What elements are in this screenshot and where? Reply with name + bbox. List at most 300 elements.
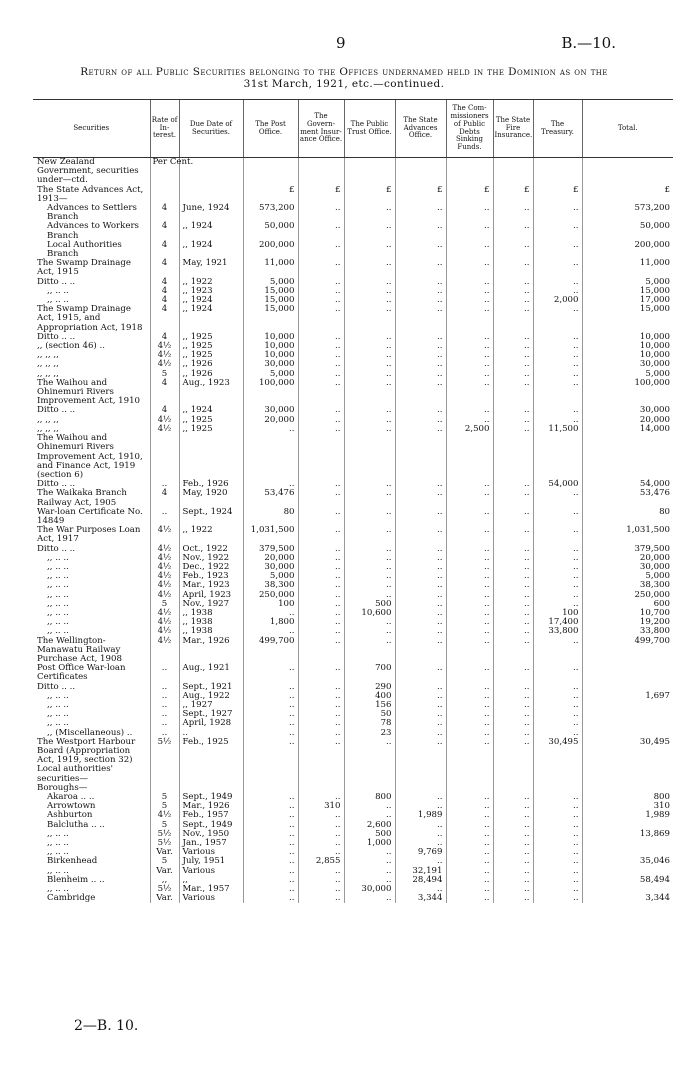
table-cell: 30,000 <box>582 563 673 572</box>
table-cell: 4½ <box>150 591 179 600</box>
table-cell: .. <box>298 204 344 222</box>
table-cell: .. <box>493 821 533 830</box>
table-cell: .. <box>150 692 179 701</box>
table-cell: ,, .. .. <box>47 580 69 591</box>
table-cell: 4 <box>150 305 179 333</box>
table-cell: 573,200 <box>582 204 673 222</box>
table-cell: .. <box>298 867 344 876</box>
table-cell: ,, .. .. <box>47 884 69 895</box>
table-cell: .. <box>298 876 344 885</box>
table-cell: .. <box>298 710 344 719</box>
table-cell: 38,300 <box>582 581 673 590</box>
table-cell: .. <box>493 489 533 507</box>
table-cell: .. <box>395 793 446 802</box>
table-cell: .. <box>533 664 582 682</box>
table-cell: Birkenhead <box>47 856 98 867</box>
table-cell: 30,000 <box>582 360 673 369</box>
table-cell: .. <box>533 489 582 507</box>
table-cell: Ditto .. .. <box>37 276 76 287</box>
table-cell: .. <box>344 591 395 600</box>
table-cell: ,, 1922 <box>179 278 243 287</box>
table-cell: .. <box>446 241 493 259</box>
table-cell <box>298 434 344 480</box>
table-cell: .. <box>344 480 395 489</box>
table-row <box>33 259 673 277</box>
table-cell: ,, 1938 <box>179 627 243 636</box>
column-header: The Public Trust Office. <box>344 100 395 158</box>
table-cell: 4 <box>150 379 179 407</box>
table-cell: ,, 1924 <box>179 241 243 259</box>
table-cell: .. <box>493 885 533 894</box>
table-cell: .. <box>243 802 298 811</box>
table-cell: .. <box>446 738 493 766</box>
table-cell: Aug., 1923 <box>179 379 243 407</box>
table-cell: The Swamp Drainage Act, 1915, and Appropriation Act, 1918 <box>37 304 143 333</box>
table-cell: .. <box>446 489 493 507</box>
table-cell: 15,000 <box>582 287 673 296</box>
table-cell: ,, 1938 <box>179 618 243 627</box>
table-row <box>33 305 673 333</box>
table-cell: .. <box>493 351 533 360</box>
table-cell: 5½ <box>150 839 179 848</box>
table-cell: .. <box>150 664 179 682</box>
table-cell: 9,769 <box>395 848 446 857</box>
table-cell: ,, ,, ,, <box>37 414 59 425</box>
table-cell: 15,000 <box>582 305 673 333</box>
table-cell: .. <box>493 222 533 240</box>
table-cell: .. <box>298 360 344 369</box>
table-cell: .. <box>344 416 395 425</box>
table-cell: .. <box>395 241 446 259</box>
table-cell: .. <box>533 811 582 820</box>
table-cell: 20,000 <box>243 416 298 425</box>
table-cell: 32,191 <box>395 867 446 876</box>
table-cell: .. <box>446 609 493 618</box>
table-cell <box>582 158 673 186</box>
table-cell: .. <box>446 545 493 554</box>
table-cell: .. <box>344 802 395 811</box>
table-cell: .. <box>446 683 493 692</box>
table-cell: Arrowtown <box>47 801 96 812</box>
table-cell: 2,855 <box>298 857 344 866</box>
table-cell <box>446 158 493 186</box>
table-cell: Advances to Workers Branch <box>47 221 139 241</box>
table-cell: .. <box>298 729 344 738</box>
table-cell: .. <box>446 811 493 820</box>
table-cell: 10,000 <box>243 342 298 351</box>
table-cell: The State Advances Act, 1913— <box>37 184 144 204</box>
table-cell: .. <box>493 581 533 590</box>
table-cell: .. <box>395 333 446 342</box>
table-title <box>28 66 660 90</box>
table-cell: .. <box>395 351 446 360</box>
table-cell: .. <box>446 379 493 407</box>
table-cell: 5 <box>150 821 179 830</box>
table-cell <box>446 434 493 480</box>
table-cell: .. <box>298 563 344 572</box>
table-cell: ,, 1925 <box>179 425 243 434</box>
table-cell: .. <box>344 738 395 766</box>
table-cell: .. <box>493 692 533 701</box>
table-cell: Ditto .. .. <box>37 543 76 554</box>
table-cell: 80 <box>243 508 298 526</box>
table-cell: 53,476 <box>582 489 673 507</box>
table-cell: .. <box>344 627 395 636</box>
table-cell: .. <box>533 637 582 665</box>
table-cell: .. <box>344 554 395 563</box>
table-cell: .. <box>446 370 493 379</box>
table-cell: .. <box>446 729 493 738</box>
table-cell: .. <box>395 545 446 554</box>
table-cell: ,, ,, ,, <box>37 359 59 370</box>
table-cell: 10,000 <box>243 351 298 360</box>
table-cell: .. <box>298 416 344 425</box>
table-cell: ,, 1924 <box>179 305 243 333</box>
table-cell: 5 <box>150 600 179 609</box>
table-cell: .. <box>298 526 344 544</box>
table-cell: .. <box>446 278 493 287</box>
table-cell: .. <box>150 480 179 489</box>
table-cell: 1,697 <box>582 692 673 701</box>
table-cell: 4 <box>150 406 179 415</box>
table-cell: .. <box>493 545 533 554</box>
table-cell <box>243 765 298 783</box>
table-cell: Var. <box>150 867 179 876</box>
table-cell: 200,000 <box>582 241 673 259</box>
table-cell: .. <box>298 351 344 360</box>
table-cell: 14,000 <box>582 425 673 434</box>
table-cell: .. <box>243 692 298 701</box>
table-cell: .. <box>493 710 533 719</box>
table-cell: 400 <box>344 692 395 701</box>
table-cell: .. <box>395 278 446 287</box>
table-cell: 379,500 <box>582 545 673 554</box>
table-cell: .. <box>446 618 493 627</box>
table-cell: 20,000 <box>582 416 673 425</box>
table-cell: .. <box>533 885 582 894</box>
table-cell: .. <box>533 287 582 296</box>
table-cell: .. <box>493 278 533 287</box>
table-cell: £ <box>582 186 673 204</box>
table-cell: .. <box>243 701 298 710</box>
table-cell: .. <box>493 600 533 609</box>
table-cell: The Waihou and Ohinemuri Rivers Improvement Act, 1910, and Finance Act, 1919 (section 6) <box>37 433 143 480</box>
table-cell: 100 <box>243 600 298 609</box>
table-cell: .. <box>493 370 533 379</box>
table-cell: ,, 1926 <box>179 370 243 379</box>
table-cell: 100,000 <box>243 379 298 407</box>
table-cell: .. <box>533 857 582 866</box>
table-cell: New Zealand Government, securities under—ctd. <box>37 157 139 186</box>
table-cell: 800 <box>582 793 673 802</box>
table-cell <box>344 434 395 480</box>
table-cell: .. <box>533 848 582 857</box>
table-cell: 10,000 <box>243 333 298 342</box>
table-cell: ,, .. .. <box>47 709 69 720</box>
table-cell: Ditto .. .. <box>37 479 76 490</box>
table-cell: ,, 1925 <box>179 351 243 360</box>
table-cell <box>582 765 673 783</box>
table-cell: .. <box>446 627 493 636</box>
table-cell: .. <box>533 600 582 609</box>
table-cell: .. <box>446 416 493 425</box>
table-cell: ,, (section 46) .. <box>37 341 105 352</box>
table-cell: 17,000 <box>582 296 673 305</box>
table-cell: .. <box>395 416 446 425</box>
table-cell: .. <box>446 637 493 665</box>
table-cell: .. <box>395 489 446 507</box>
table-cell: .. <box>533 572 582 581</box>
table-cell <box>582 710 673 719</box>
table-cell: .. <box>298 738 344 766</box>
table-cell <box>179 765 243 783</box>
table-cell: .. <box>446 342 493 351</box>
table-cell: Aug., 1922 <box>179 692 243 701</box>
table-cell: 700 <box>344 664 395 682</box>
table-cell: .. <box>243 857 298 866</box>
table-cell: 290 <box>344 683 395 692</box>
table-cell: Local authorities' securities— <box>37 764 114 784</box>
table-cell: .. <box>298 793 344 802</box>
table-cell: .. <box>493 342 533 351</box>
table-cell: .. <box>446 867 493 876</box>
table-cell: .. <box>344 545 395 554</box>
table-cell: 1,031,500 <box>582 526 673 544</box>
table-cell: .. <box>395 508 446 526</box>
table-cell: ,, .. .. <box>47 617 69 628</box>
table-cell: .. <box>344 425 395 434</box>
table-cell: ,, ,, ,, <box>37 368 59 379</box>
table-cell: ,, .. .. <box>47 626 69 637</box>
table-cell: ,, 1924 <box>179 222 243 240</box>
table-cell: 78 <box>344 719 395 728</box>
table-cell: .. <box>395 618 446 627</box>
column-header: The State Fire Insurance. <box>493 100 533 158</box>
table-cell: .. <box>344 526 395 544</box>
table-cell: .. <box>533 701 582 710</box>
table-cell: 19,200 <box>582 618 673 627</box>
table-cell: .. <box>298 719 344 728</box>
table-cell: .. <box>493 526 533 544</box>
table-cell: .. <box>298 894 344 903</box>
table-cell: .. <box>533 563 582 572</box>
table-cell: .. <box>298 241 344 259</box>
footer-signature: 2—B. 10. <box>74 1018 139 1034</box>
table-cell: 4½ <box>150 811 179 820</box>
table-cell: .. <box>395 526 446 544</box>
table-cell <box>395 158 446 186</box>
table-cell: 4 <box>150 287 179 296</box>
table-cell: .. <box>533 305 582 333</box>
table-cell: .. <box>395 729 446 738</box>
column-header: The State Advances Office. <box>395 100 446 158</box>
table-cell: .. <box>395 259 446 277</box>
table-cell: .. <box>493 701 533 710</box>
table-cell: .. <box>533 821 582 830</box>
table-cell: .. <box>395 627 446 636</box>
table-cell: Ditto .. .. <box>37 405 76 416</box>
table-cell: ,, .. .. <box>47 690 69 701</box>
table-cell: .. <box>446 204 493 222</box>
table-cell: .. <box>344 876 395 885</box>
table-cell <box>243 434 298 480</box>
table-cell: .. <box>298 296 344 305</box>
table-cell: .. <box>395 609 446 618</box>
table-cell: .. <box>493 591 533 600</box>
table-cell: 4½ <box>150 609 179 618</box>
table-cell: .. <box>493 287 533 296</box>
table-cell: .. <box>298 259 344 277</box>
securities-table <box>33 99 673 903</box>
table-cell: 50,000 <box>582 222 673 240</box>
table-cell: .. <box>533 839 582 848</box>
table-row <box>33 158 673 186</box>
table-cell: Mar., 1926 <box>179 802 243 811</box>
table-cell: 4½ <box>150 554 179 563</box>
table-cell: .. <box>395 480 446 489</box>
table-cell: Oct., 1922 <box>179 545 243 554</box>
table-cell: Mar., 1923 <box>179 581 243 590</box>
table-cell: 4 <box>150 333 179 342</box>
table-cell: 100 <box>533 609 582 618</box>
table-cell: ,, 1927 <box>179 701 243 710</box>
table-cell: Cambridge <box>47 893 96 904</box>
table-cell: ,, .. .. <box>47 589 69 600</box>
table-cell: .. <box>298 278 344 287</box>
table-cell: .. <box>298 379 344 407</box>
table-row <box>33 379 673 407</box>
table-cell: May, 1920 <box>179 489 243 507</box>
table-cell: .. <box>344 618 395 627</box>
table-cell: 5½ <box>150 738 179 766</box>
table-cell <box>533 434 582 480</box>
table-cell: 10,600 <box>344 609 395 618</box>
table-cell: .. <box>446 600 493 609</box>
table-cell: ,, .. .. <box>47 552 69 563</box>
table-cell: .. <box>395 204 446 222</box>
table-cell: .. <box>533 259 582 277</box>
table-cell: .. <box>395 701 446 710</box>
table-cell: .. <box>298 342 344 351</box>
table-cell: .. <box>298 591 344 600</box>
table-cell: ,, 1924 <box>179 296 243 305</box>
table-cell: .. <box>446 508 493 526</box>
table-cell: .. <box>344 508 395 526</box>
table-cell: .. <box>243 830 298 839</box>
table-cell: .. <box>446 591 493 600</box>
table-cell: 5,000 <box>243 278 298 287</box>
table-cell: 1,989 <box>582 811 673 820</box>
table-cell: .. <box>243 425 298 434</box>
table-cell: .. <box>298 370 344 379</box>
table-cell: .. <box>298 508 344 526</box>
table-cell: .. <box>395 554 446 563</box>
table-cell: .. <box>493 609 533 618</box>
table-cell: The Westport Harbour Board (Appropriation Act, 1919, section 32) <box>37 736 136 766</box>
table-cell: 5 <box>150 370 179 379</box>
table-cell: .. <box>533 729 582 738</box>
table-cell: ,, 1923 <box>179 287 243 296</box>
table-cell: 800 <box>344 793 395 802</box>
table-cell <box>582 434 673 480</box>
table-cell: The War Purposes Loan Act, 1917 <box>37 525 141 545</box>
table-cell: .. <box>493 848 533 857</box>
table-cell: .. <box>243 609 298 618</box>
table-cell: Various <box>179 848 243 857</box>
table-cell: Akaroa .. .. <box>47 792 95 803</box>
table-cell: .. <box>344 894 395 903</box>
table-cell: .. <box>298 627 344 636</box>
table-cell: .. <box>298 222 344 240</box>
table-cell: .. <box>298 305 344 333</box>
table-cell: .. <box>533 342 582 351</box>
table-cell: .. <box>533 719 582 728</box>
table-cell: .. <box>493 204 533 222</box>
table-cell: .. <box>298 425 344 434</box>
table-cell: .. <box>493 876 533 885</box>
table-cell: .. <box>395 296 446 305</box>
table-cell: .. <box>344 204 395 222</box>
table-cell: .. <box>493 563 533 572</box>
table-cell: 28,494 <box>395 876 446 885</box>
table-cell: .. <box>243 627 298 636</box>
table-cell: ,, ,, ,, <box>37 423 59 434</box>
table-cell: .. <box>446 793 493 802</box>
table-cell: .. <box>493 305 533 333</box>
table-cell: ,, 1926 <box>179 360 243 369</box>
table-cell: .. <box>395 857 446 866</box>
table-cell: The Wellington-Manawatu Railway Purchase Act, 1908 <box>37 635 122 664</box>
table-cell: 5½ <box>150 885 179 894</box>
table-cell: .. <box>493 241 533 259</box>
table-cell: .. <box>298 581 344 590</box>
table-cell: 1,031,500 <box>243 526 298 544</box>
table-cell: .. <box>298 683 344 692</box>
table-cell: 33,800 <box>582 627 673 636</box>
table-cell: .. <box>493 572 533 581</box>
table-cell: .. <box>446 876 493 885</box>
table-cell: 4½ <box>150 572 179 581</box>
table-cell: .. <box>298 489 344 507</box>
column-header: The Post Office. <box>243 100 298 158</box>
page-number: 9 <box>336 34 346 52</box>
table-cell: .. <box>446 554 493 563</box>
table-cell: Sept., 1924 <box>179 508 243 526</box>
table-cell: 15,000 <box>243 296 298 305</box>
table-cell: 3,344 <box>395 894 446 903</box>
table-cell: 4 <box>150 222 179 240</box>
table-cell <box>582 719 673 728</box>
table-header-row <box>33 100 673 158</box>
table-cell: .. <box>395 719 446 728</box>
table-cell <box>533 158 582 186</box>
table-cell <box>395 434 446 480</box>
table-cell: .. <box>298 664 344 682</box>
table-cell: Nov., 1927 <box>179 600 243 609</box>
table-cell: .. <box>395 664 446 682</box>
table-cell: .. <box>493 802 533 811</box>
table-cell: .. <box>395 692 446 701</box>
table-cell: July, 1951 <box>179 857 243 866</box>
table-cell: .. <box>533 370 582 379</box>
table-cell: Nov., 1922 <box>179 554 243 563</box>
table-cell: 250,000 <box>582 591 673 600</box>
table-cell: .. <box>298 287 344 296</box>
table-cell: ,, .. .. <box>47 285 69 296</box>
table-cell: .. <box>493 406 533 415</box>
table-cell <box>150 434 179 480</box>
table-cell: June, 1924 <box>179 204 243 222</box>
